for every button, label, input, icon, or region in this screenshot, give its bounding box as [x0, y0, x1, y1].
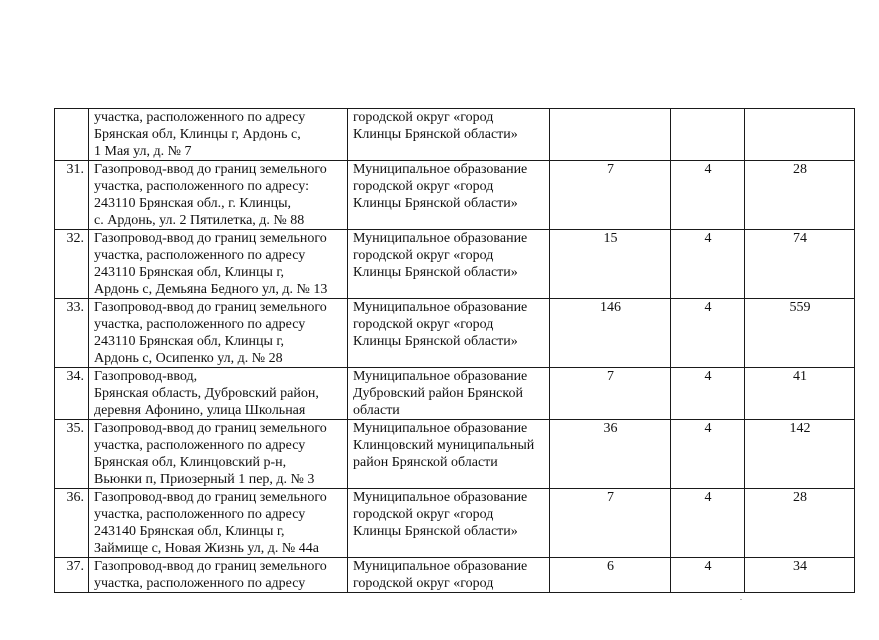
owner-line: области — [353, 403, 400, 418]
owner-cell — [348, 109, 550, 161]
owner-line: Дубровский район Брянской — [353, 386, 523, 401]
table-row — [55, 230, 855, 299]
owner-line: городской округ «город — [353, 576, 494, 591]
object-name-line: участка, расположенного по адресу — [94, 507, 306, 522]
owner-line: Клинцы Брянской области» — [353, 334, 518, 349]
object-name-cell — [89, 489, 348, 558]
scan-speck — [740, 599, 742, 600]
value-cell-3: 41 — [745, 368, 855, 420]
value-cell-2: 4 — [671, 558, 745, 593]
value-cell-3: 34 — [745, 558, 855, 593]
owner-line: городской округ «город — [353, 317, 494, 332]
value-cell-3: 559 — [745, 299, 855, 368]
value-cell-1: 36 — [550, 420, 671, 489]
owner-line: Муниципальное образование — [353, 421, 528, 436]
row-number: 35. — [55, 420, 89, 489]
value-cell-2: 4 — [671, 489, 745, 558]
object-name-line: 243140 Брянская обл, Клинцы г, — [94, 524, 285, 539]
object-name-line: участка, расположенного по адресу — [94, 317, 306, 332]
value-cell-3 — [745, 109, 855, 161]
table-row — [55, 109, 855, 161]
owner-line: Муниципальное образование — [353, 559, 528, 574]
value-cell-2: 4 — [671, 299, 745, 368]
owner-line: район Брянской области — [353, 455, 498, 470]
gas-pipeline-table — [54, 108, 855, 593]
owner-line: городской округ «город — [353, 248, 494, 263]
value-cell-1 — [550, 109, 671, 161]
owner-line: Клинцы Брянской области» — [353, 127, 518, 142]
value-cell-2: 4 — [671, 161, 745, 230]
owner-line: Муниципальное образование — [353, 162, 528, 177]
owner-cell — [348, 299, 550, 368]
owner-line: Клинцовский муниципальный — [353, 438, 535, 453]
table-row — [55, 558, 855, 593]
row-number: 33. — [55, 299, 89, 368]
owner-line: Муниципальное образование — [353, 369, 528, 384]
object-name-cell — [89, 368, 348, 420]
owner-line: городской округ «город — [353, 110, 494, 125]
value-cell-1: 146 — [550, 299, 671, 368]
owner-cell — [348, 230, 550, 299]
object-name-line: Газопровод-ввод до границ земельного — [94, 559, 327, 574]
owner-line: Клинцы Брянской области» — [353, 196, 518, 211]
object-name-line: 1 Мая ул, д. № 7 — [94, 144, 192, 159]
owner-cell — [348, 489, 550, 558]
object-name-line: Брянская область, Дубровский район, — [94, 386, 319, 401]
object-name-line: деревня Афонино, улица Школьная — [94, 403, 306, 418]
owner-cell — [348, 420, 550, 489]
object-name-cell — [89, 109, 348, 161]
object-name-line: участка, расположенного по адресу — [94, 248, 306, 263]
object-name-cell — [89, 420, 348, 489]
value-cell-3: 142 — [745, 420, 855, 489]
object-name-line: Газопровод-ввод до границ земельного — [94, 162, 327, 177]
table-row — [55, 368, 855, 420]
object-name-line: Займище с, Новая Жизнь ул, д. № 44а — [94, 541, 319, 556]
object-name-line: Вьюнки п, Приозерный 1 пер, д. № 3 — [94, 472, 315, 487]
table-row — [55, 489, 855, 558]
owner-line: Клинцы Брянской области» — [353, 265, 518, 280]
value-cell-3: 28 — [745, 161, 855, 230]
row-number: 31. — [55, 161, 89, 230]
table-row — [55, 420, 855, 489]
object-name-cell — [89, 161, 348, 230]
value-cell-1: 7 — [550, 489, 671, 558]
object-name-line: участка, расположенного по адресу — [94, 110, 306, 125]
object-name-line: Ардонь с, Осипенко ул, д. № 28 — [94, 351, 283, 366]
value-cell-2: 4 — [671, 420, 745, 489]
owner-cell — [348, 161, 550, 230]
row-number: 32. — [55, 230, 89, 299]
owner-cell — [348, 368, 550, 420]
object-name-line: 243110 Брянская обл, Клинцы г, — [94, 334, 285, 349]
object-name-line: участка, расположенного по адресу — [94, 438, 306, 453]
object-name-line: участка, расположенного по адресу: — [94, 179, 309, 194]
owner-cell — [348, 558, 550, 593]
table-row — [55, 299, 855, 368]
owner-line: Клинцы Брянской области» — [353, 524, 518, 539]
object-name-line: Газопровод-ввод до границ земельного — [94, 231, 327, 246]
owner-line: городской округ «город — [353, 179, 494, 194]
object-name-line: Брянская обл, Клинцовский р-н, — [94, 455, 287, 470]
object-name-line: 243110 Брянская обл, Клинцы г, — [94, 265, 285, 280]
value-cell-1: 6 — [550, 558, 671, 593]
row-number: 34. — [55, 368, 89, 420]
value-cell-2: 4 — [671, 368, 745, 420]
value-cell-3: 28 — [745, 489, 855, 558]
value-cell-3: 74 — [745, 230, 855, 299]
object-name-cell — [89, 230, 348, 299]
owner-line: Муниципальное образование — [353, 490, 528, 505]
owner-line: Муниципальное образование — [353, 231, 528, 246]
value-cell-1: 7 — [550, 368, 671, 420]
object-name-line: с. Ардонь, ул. 2 Пятилетка, д. № 88 — [94, 213, 305, 228]
object-name-line: Ардонь с, Демьяна Бедного ул, д. № 13 — [94, 282, 328, 297]
row-number: 36. — [55, 489, 89, 558]
row-number — [55, 109, 89, 161]
object-name-line: Газопровод-ввод до границ земельного — [94, 490, 327, 505]
object-name-cell — [89, 299, 348, 368]
value-cell-2: 4 — [671, 230, 745, 299]
object-name-line: Газопровод-ввод до границ земельного — [94, 421, 327, 436]
owner-line: городской округ «город — [353, 507, 494, 522]
table-row — [55, 161, 855, 230]
owner-line: Муниципальное образование — [353, 300, 528, 315]
object-name-line: участка, расположенного по адресу — [94, 576, 306, 591]
value-cell-1: 7 — [550, 161, 671, 230]
object-name-line: Газопровод-ввод, — [94, 369, 198, 384]
object-name-line: 243110 Брянская обл., г. Клинцы, — [94, 196, 292, 211]
object-name-line: Газопровод-ввод до границ земельного — [94, 300, 327, 315]
value-cell-1: 15 — [550, 230, 671, 299]
object-name-cell — [89, 558, 348, 593]
row-number: 37. — [55, 558, 89, 593]
object-name-line: Брянская обл, Клинцы г, Ардонь с, — [94, 127, 301, 142]
value-cell-2 — [671, 109, 745, 161]
